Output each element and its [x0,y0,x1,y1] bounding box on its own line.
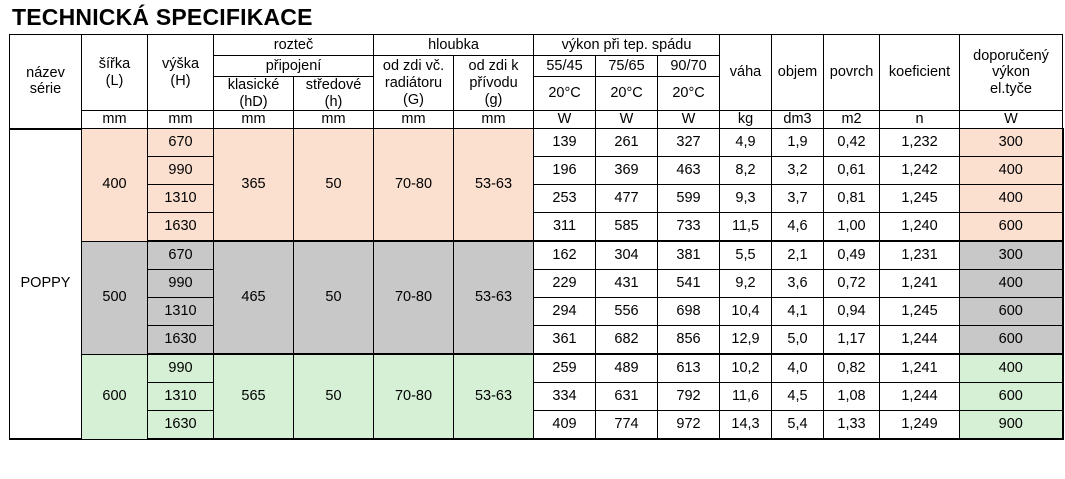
cell-vykon-5545: 311 [534,213,596,242]
header-od-zdi-privodu [454,56,534,111]
header-stredove [294,77,374,111]
cell-hloubka-od-zdi-radiatoru: 70-80 [374,241,454,354]
cell-doporuceny-vykon: 300 [960,129,1063,157]
table-row [10,383,1063,411]
cell-vykon-9070: 972 [658,411,720,440]
cell-povrch: 0,49 [824,241,880,270]
cell-vaha: 14,3 [720,411,772,440]
cell-povrch: 1,33 [824,411,880,440]
cell-vykon-7565: 304 [596,241,658,270]
header-nazev-serie-line1: název [26,64,65,81]
header-sirka-symbol: (L) [105,72,124,89]
cell-doporuceny-vykon: 400 [960,354,1063,383]
header-koeficient: koeficient [880,35,960,111]
unit-povrch: m2 [824,111,880,129]
cell-vyska: 990 [148,157,214,185]
header-doporuceny-line1: doporučený [973,47,1049,64]
cell-vykon-7565: 585 [596,213,658,242]
header-spad-9070: 90/70 [658,56,720,77]
cell-objem: 5,4 [772,411,824,440]
cell-vykon-5545: 334 [534,383,596,411]
cell-vaha: 10,4 [720,298,772,326]
cell-povrch: 0,72 [824,270,880,298]
cell-doporuceny-vykon: 600 [960,383,1063,411]
cell-koeficient: 1,241 [880,354,960,383]
cell-vykon-9070: 856 [658,326,720,355]
table-row [10,270,1063,298]
cell-roztec-klasicke: 365 [214,129,294,242]
cell-doporuceny-vykon: 400 [960,270,1063,298]
cell-doporuceny-vykon: 400 [960,185,1063,213]
cell-vaha: 9,3 [720,185,772,213]
page-title: TECHNICKÁ SPECIFIKACE [12,4,313,30]
cell-vykon-5545: 229 [534,270,596,298]
cell-vykon-5545: 409 [534,411,596,440]
cell-povrch: 0,61 [824,157,880,185]
header-klasicke-symbol: (hD) [239,93,268,110]
unit-od-zdi-radiatoru: mm [374,111,454,129]
cell-objem: 4,1 [772,298,824,326]
cell-vyska: 1630 [148,411,214,440]
cell-povrch: 0,42 [824,129,880,157]
cell-povrch: 1,00 [824,213,880,242]
unit-doporuceny-vykon: W [960,111,1063,129]
cell-vykon-5545: 259 [534,354,596,383]
cell-vykon-7565: 477 [596,185,658,213]
cell-vykon-5545: 139 [534,129,596,157]
unit-sirka: mm [82,111,148,129]
header-vaha: váha [720,35,772,111]
unit-klasicke: mm [214,111,294,129]
header-hloubka: hloubka [374,35,534,56]
header-sirka [82,35,148,111]
header-objem: objem [772,35,824,111]
header-pripojeni: připojení [214,56,374,77]
table-row [10,411,1063,440]
header-od-zdi-privodu-symbol: (g) [484,91,503,108]
cell-vykon-7565: 631 [596,383,658,411]
cell-vyska: 1630 [148,326,214,355]
cell-sirka: 500 [82,241,148,354]
header-klasicke-label: klasické [227,77,280,93]
cell-vykon-7565: 489 [596,354,658,383]
header-roztec: rozteč [214,35,374,56]
table-row [10,129,1063,157]
cell-doporuceny-vykon: 400 [960,157,1063,185]
header-povrch: povrch [824,35,880,111]
cell-vaha: 12,9 [720,326,772,355]
cell-objem: 1,9 [772,129,824,157]
cell-doporuceny-vykon: 600 [960,326,1063,355]
header-od-zdi-privodu-line2: přívodu [469,74,518,91]
header-od-zdi-radiatoru-line2: radiátoru [384,74,443,91]
unit-spad-5545: W [534,111,596,129]
header-doporuceny-line2: výkon [992,64,1030,81]
cell-povrch: 0,82 [824,354,880,383]
cell-vykon-9070: 698 [658,298,720,326]
cell-hloubka-od-zdi-privodu: 53-63 [454,354,534,439]
table-row [10,354,1063,383]
cell-vykon-9070: 327 [658,129,720,157]
cell-objem: 4,6 [772,213,824,242]
table-row [10,185,1063,213]
header-spad-7565: 75/65 [596,56,658,77]
cell-vykon-7565: 556 [596,298,658,326]
cell-roztec-stredove: 50 [294,241,374,354]
cell-vaha: 11,5 [720,213,772,242]
cell-hloubka-od-zdi-privodu: 53-63 [454,129,534,242]
header-vyska [148,35,214,111]
cell-vaha: 11,6 [720,383,772,411]
header-klasicke [214,77,294,111]
cell-vaha: 8,2 [720,157,772,185]
cell-vykon-9070: 792 [658,383,720,411]
header-doporuceny-line3: el.tyče [990,81,1032,97]
cell-vykon-5545: 361 [534,326,596,355]
table-row [10,298,1063,326]
unit-vyska: mm [148,111,214,129]
cell-vyska: 670 [148,241,214,270]
cell-povrch: 0,94 [824,298,880,326]
cell-doporuceny-vykon: 600 [960,213,1063,242]
header-temp-7565: 20°C [596,77,658,111]
technical-specification-table [9,34,1064,440]
header-od-zdi-privodu-line1: od zdi k [468,58,519,75]
cell-vaha: 9,2 [720,270,772,298]
cell-roztec-stredove: 50 [294,129,374,242]
header-temp-9070: 20°C [658,77,720,111]
units-row [10,111,1063,129]
header-stredove-label: středové [305,77,362,93]
header-doporuceny-vykon [960,35,1063,111]
table-row [10,241,1063,270]
cell-doporuceny-vykon: 600 [960,298,1063,326]
cell-roztec-stredove: 50 [294,354,374,439]
cell-vykon-7565: 682 [596,326,658,355]
cell-vykon-7565: 431 [596,270,658,298]
cell-roztec-klasicke: 465 [214,241,294,354]
cell-povrch: 1,08 [824,383,880,411]
cell-vykon-9070: 463 [658,157,720,185]
cell-vykon-5545: 196 [534,157,596,185]
cell-vyska: 670 [148,129,214,157]
header-row-1 [10,35,1063,56]
cell-hloubka-od-zdi-radiatoru: 70-80 [374,129,454,242]
cell-vykon-5545: 253 [534,185,596,213]
header-od-zdi-radiatoru-symbol: (G) [403,91,424,108]
cell-vyska: 1310 [148,185,214,213]
cell-vyska: 1310 [148,383,214,411]
cell-objem: 3,6 [772,270,824,298]
cell-objem: 2,1 [772,241,824,270]
header-sirka-label: šířka [98,56,131,72]
cell-koeficient: 1,244 [880,326,960,355]
cell-koeficient: 1,242 [880,157,960,185]
cell-sirka: 600 [82,354,148,439]
header-spad-5545: 55/45 [534,56,596,77]
cell-objem: 3,2 [772,157,824,185]
cell-vykon-5545: 162 [534,241,596,270]
cell-objem: 4,0 [772,354,824,383]
table-row [10,326,1063,355]
header-od-zdi-radiatoru-line1: od zdi vč. [382,58,445,75]
cell-vykon-9070: 541 [658,270,720,298]
cell-vaha: 4,9 [720,129,772,157]
unit-stredove: mm [294,111,374,129]
unit-koeficient: n [880,111,960,129]
cell-objem: 3,7 [772,185,824,213]
cell-vaha: 10,2 [720,354,772,383]
unit-objem: dm3 [772,111,824,129]
header-vyska-label: výška [161,56,200,72]
unit-spad-7565: W [596,111,658,129]
cell-hloubka-od-zdi-privodu: 53-63 [454,241,534,354]
table-row [10,157,1063,185]
header-vyska-symbol: (H) [170,72,191,89]
cell-sirka: 400 [82,129,148,242]
cell-koeficient: 1,240 [880,213,960,242]
cell-povrch: 1,17 [824,326,880,355]
cell-vykon-7565: 774 [596,411,658,440]
cell-vaha: 5,5 [720,241,772,270]
cell-roztec-klasicke: 565 [214,354,294,439]
header-vykon-spad: výkon při tep. spádu [534,35,720,56]
cell-koeficient: 1,241 [880,270,960,298]
cell-vykon-9070: 381 [658,241,720,270]
cell-koeficient: 1,245 [880,185,960,213]
unit-vaha: kg [720,111,772,129]
cell-vykon-9070: 733 [658,213,720,242]
cell-povrch: 0,81 [824,185,880,213]
cell-koeficient: 1,232 [880,129,960,157]
cell-vykon-9070: 613 [658,354,720,383]
cell-doporuceny-vykon: 900 [960,411,1063,440]
header-stredove-symbol: (h) [324,93,343,110]
cell-vykon-9070: 599 [658,185,720,213]
cell-koeficient: 1,231 [880,241,960,270]
cell-vykon-7565: 261 [596,129,658,157]
series-name-cell: POPPY [10,129,82,440]
unit-od-zdi-privodu: mm [454,111,534,129]
cell-koeficient: 1,244 [880,383,960,411]
header-nazev-serie [10,35,82,129]
cell-objem: 5,0 [772,326,824,355]
cell-koeficient: 1,249 [880,411,960,440]
header-od-zdi-radiatoru [374,56,454,111]
cell-objem: 4,5 [772,383,824,411]
cell-vyska: 990 [148,270,214,298]
table-row [10,213,1063,242]
cell-vykon-5545: 294 [534,298,596,326]
header-temp-5545: 20°C [534,77,596,111]
header-nazev-serie-line2: série [29,81,62,98]
unit-spad-9070: W [658,111,720,129]
cell-vyska: 1630 [148,213,214,242]
cell-hloubka-od-zdi-radiatoru: 70-80 [374,354,454,439]
cell-vyska: 1310 [148,298,214,326]
cell-vyska: 990 [148,354,214,383]
cell-doporuceny-vykon: 300 [960,241,1063,270]
cell-vykon-7565: 369 [596,157,658,185]
cell-koeficient: 1,245 [880,298,960,326]
